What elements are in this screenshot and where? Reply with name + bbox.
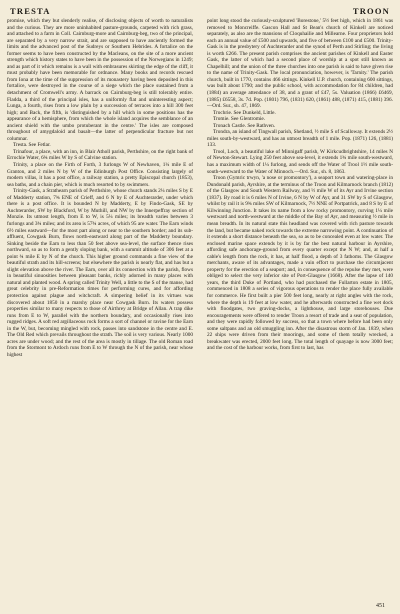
entry-tresta: Tresta. See Fetlar. (13, 142, 51, 149)
entry-troon: Troon (Gymric trwyn, 'a nose or promontory'), a seaport town and watering-place in Dundonald parish, Ayrshire, at the terminus of the Troon and Kilmarnock branch (1812) of the Glasgow and South Western Railway, and ½ mile W of its Ayr and Irvine section (1837). By road it is 6 miles N of Irvine, 6 N by W of Ayr, and 31 SW by S of Glasgow, whilst by rail it is 9¾ miles SW of Kilmarnock, 7½ NNE of Portpatrick, and 8 S by E of Kilwinning Junction. It takes its name from a low rocky promontory, curving 1¼ mile westward and north-westward at the middle of the Bay of Ayr, and measuring ½ mile in mean breadth. In its natural state this headland was covered with rich pasture towards the land, but became naked rock towards the extreme narrowing point. A continuation of it extends a short distance beneath the sea, so as to be concealed even at low water. The enclosed marine space extends by it is by far the best natural harbour in Ayrshire, affording safe anchorage-ground from every quarter except the N W; and, at half a cable's length from the rock, it has, at half flood, a depth of 3 fathoms. The Glasgow merchants, aware of its advantages, made a vain effort to purchase the circumjacent property for the erection of a seaport; and, in consequence of the repulse they met, were obliged to select the very inferior site of Port-Glasgow (1668). After the lapse of 140 years, the third Duke of Portland, who had purchased the Fullarton estate in 1805, commenced in 1808 a series of vigorous operations to render the place fully available for commerce. He first built a pier 500 feet long, nearly at right angles with the rock, where the depth is 19 feet at low water, and he afterwards constructed a fine wet dock with floodgates, two graving-docks, a lighthouse, and large storehouses. Due encouragements were offered to render Troon a resort of trade and a seat of population, and they were rapidly followed by success, so that a town where before had been only some saltpans and an old smuggling inn. After the disastrous storm of Jan. 1839, when 22 ships were driven from their moorings, and some of them totally wrecked, a breakwater was erected, 2000 feet long. The total length of quayage is now 3000 feet; and the cost of the harbour works, from first to last, has (207, 175, 393, 352)
entry-trool-loch: Trool, Loch, a beautiful lake of Minnigaff parish, W Kirkcudbrightshire, 14 miles N of Newton-Stewart. Lying 250 feet above sea-level, it extends 1¾ mile south-westward, has a maximum width of 1¼ furlong, and sends off the Water of Trool 1½ mile south-south-westward to the Water of Minnoch.—Ord. Sur., sh. 8, 1863. (207, 148, 393, 175)
running-head (10, 6, 390, 18)
entry-trondra: Trondra, an island of Tingwall parish, Shetland, ½ mile S of Scalloway. It extends 2½ miles south-by-westward, and has an utmost breadth of 1 mile. Pop. (1871) 126, (1881) 133. (207, 129, 393, 149)
running-head-left: TRESTA (10, 6, 51, 16)
entry-tromie: Tromie. See Glentromie. (213, 116, 266, 123)
page-number: 451 (376, 603, 385, 609)
entry-trinity: Trinity, a place on the Firth of Forth, 3 furlongs W of Newhaven, 1¼ mile E of Granton, and 2 miles N by W of the Edinburgh Post Office. Consisting largely of modern villas, it has a post office, a railway station, a pretty Episcopal church (1853), sea baths, and a chain pier, which is much resorted to by swimmers. (7, 162, 193, 188)
left-column (7, 18, 193, 604)
running-head-right: TROON (352, 6, 390, 16)
paragraph-trinity-gask-continued: point long stood the curiously-sculptured 'Borestone,' 5½ feet high, which in 1861 was removed to Moncreiffe. Gascon Hall and St Bean's church of Kinkell are noticed separately, as also are the mansions of Cloquhailie and Millearne. Four proprietors hold each an annual value of £500 and upwards, and five of between £100 and £500. Trinity-Gask is in the presbytery of Auchterarder and the synod of Perth and Stirling; the living is worth £266. The present parish comprises the ancient parishes of Kinkell and Easter Gask, the latter of which had a second place of worship at a spot still known as Chapelhill; and the union of the three churches into one parish is said to have given rise to the name of Trinity-Gask. The local pronunciation, however, is 'Tarnity.' The parish church, built in 1770, contains 466 sittings. Kinkell U.P. church, containing 600 sittings, was built about 1790; and the public school, with accommodation for 84 children, had (1884) an average attendance of 38, and a grant of £47, 5s. Valuation (1866) £6469, (1885) £6558, 3s. 7d. Pop. (1801) 796, (1831) 620, (1861) 488, (1871) 415, (1881) 396.—Ord. Sur., sh. 47, 1869. (207, 18, 393, 110)
entry-tronach-castle: Tronach Castle. See Rathven. (213, 122, 276, 129)
right-column (207, 18, 393, 604)
entry-trinity-gask: Trinity-Gask, a Strathearn parish of Perthshire, whose church stands 2¼ miles S by E of Madderty station, 7¾ ENE of Crieff, and 6 N by E of Auchterarder, under which there is a post office. It is bounded N by Madderty, E by Findo-Gask, SE by Auchterarder, SW by Blackford, W by Muthill, and NW by the Innerpeffray section of Monzie. Its utmost length, from E to W, is 5¼ miles; its breadth varies between 3 furlongs and 3¾ miles; and its area is 57¾ acres, of which 95 are water. The Earn winds 6½ miles eastward—for the most part along or near to the southern border; and its sub-affluent, Cowgask Burn, flows north-eastward along part of the Madderty boundary. Sinking beside the Earn to less than 50 feet above sea-level, the surface thence rises northward, so as to form a gently sloping bank, with a summit altitude of 306 feet at a point ¾ mile E by N of the church. This higher ground commands a fine view of the beautiful strath and its hill-screens; but elsewhere the parish is nearly flat, and has but a slight elevation above the river. The Earn, over all its connection with the parish, flows in beautiful sinuosities between pleasant banks, richly adorned in many places with natural and planted wood. A spring called Trinity Well, a little to the S of the manse, had great celebrity in pre-Reformation times for performing cures, and for affording protection against plague and witchcraft. A simpering belief in its virtues was discovered about 1850 in a marshy place near Cowgask Burn. Its waters possess properties similar to many respects to those of Airthrey at Bridge of Allan. A trap dike runs from E to W, parallel with the northern boundary, and occasionally rises into rugged ridges. A soft red argillaceous rock forms a sort of channel or ravine for the Earn in the W, but, becoming mingled with rock, passes into sandstone in the centre and E. The Old Red which prevails throughout the strath. The soil is very various. Nearly 1000 acres are under wood; and the rest of the area is mostly in tillage. The old Roman road from the Stormont to Ardoch runs from E to W through the N of the parish, near whose highest (7, 188, 193, 358)
entry-trinafour: Trinafour, a place, with an inn, in Blair Atholl parish, Perthshire, on the right bank of Errochie Water, 6¾ miles W by S of Calvine station. (7, 148, 193, 162)
paragraph-cairnburg: promise, which they but slenderly realise, of disclosing objects of worth to naturalists and the curious. They are more uninhabited pasture-grounds, carpeted with rich grass, and attached to a farm in Coll. Cairnburg-more and Cairnburg-beg, two of the principal, are separated by a very narrow strait, and are supposed to have anciently formed the limits and the advanced post of the Sudreys or Southern Hebrides. A fortalice on the former seems to have been constructed by the Macleans, on the site of a more ancient strength which history states to have been in the possession of the Norwegians in 1249; and as part of it which remains is a wall with embrasures skirting the edge of the cliff, it must probably have been memorable for ordnance. Many books and records rescued from Iona at the time of the suppression of its monastery having been deposited in this fortalice, were destroyed in the course of a siege which the place sustained from a detachment of Cromwell's army. A barrack on Cairnburg-beg is still tolerably entire. Fladda, a third of the principal isles, has a uniformly flat and uninteresting aspect; Lunga, a fourth, rises from a low plain by a succession of terraces into a hill 300 feet high; and Back, the fifth, is 'distinguished by a hill which in some positions has the appearance of a hemisphere, from which the whole island acquires the semblance of an ancient shield with the umbo protuberant in the centre.' The isles are composed throughout of amygdaloid and basalt—the latter of perpendicular fracture but not columnar. (7, 18, 193, 142)
entry-trochrie: Trochrie. See Dunkeld, Little. (213, 109, 276, 116)
